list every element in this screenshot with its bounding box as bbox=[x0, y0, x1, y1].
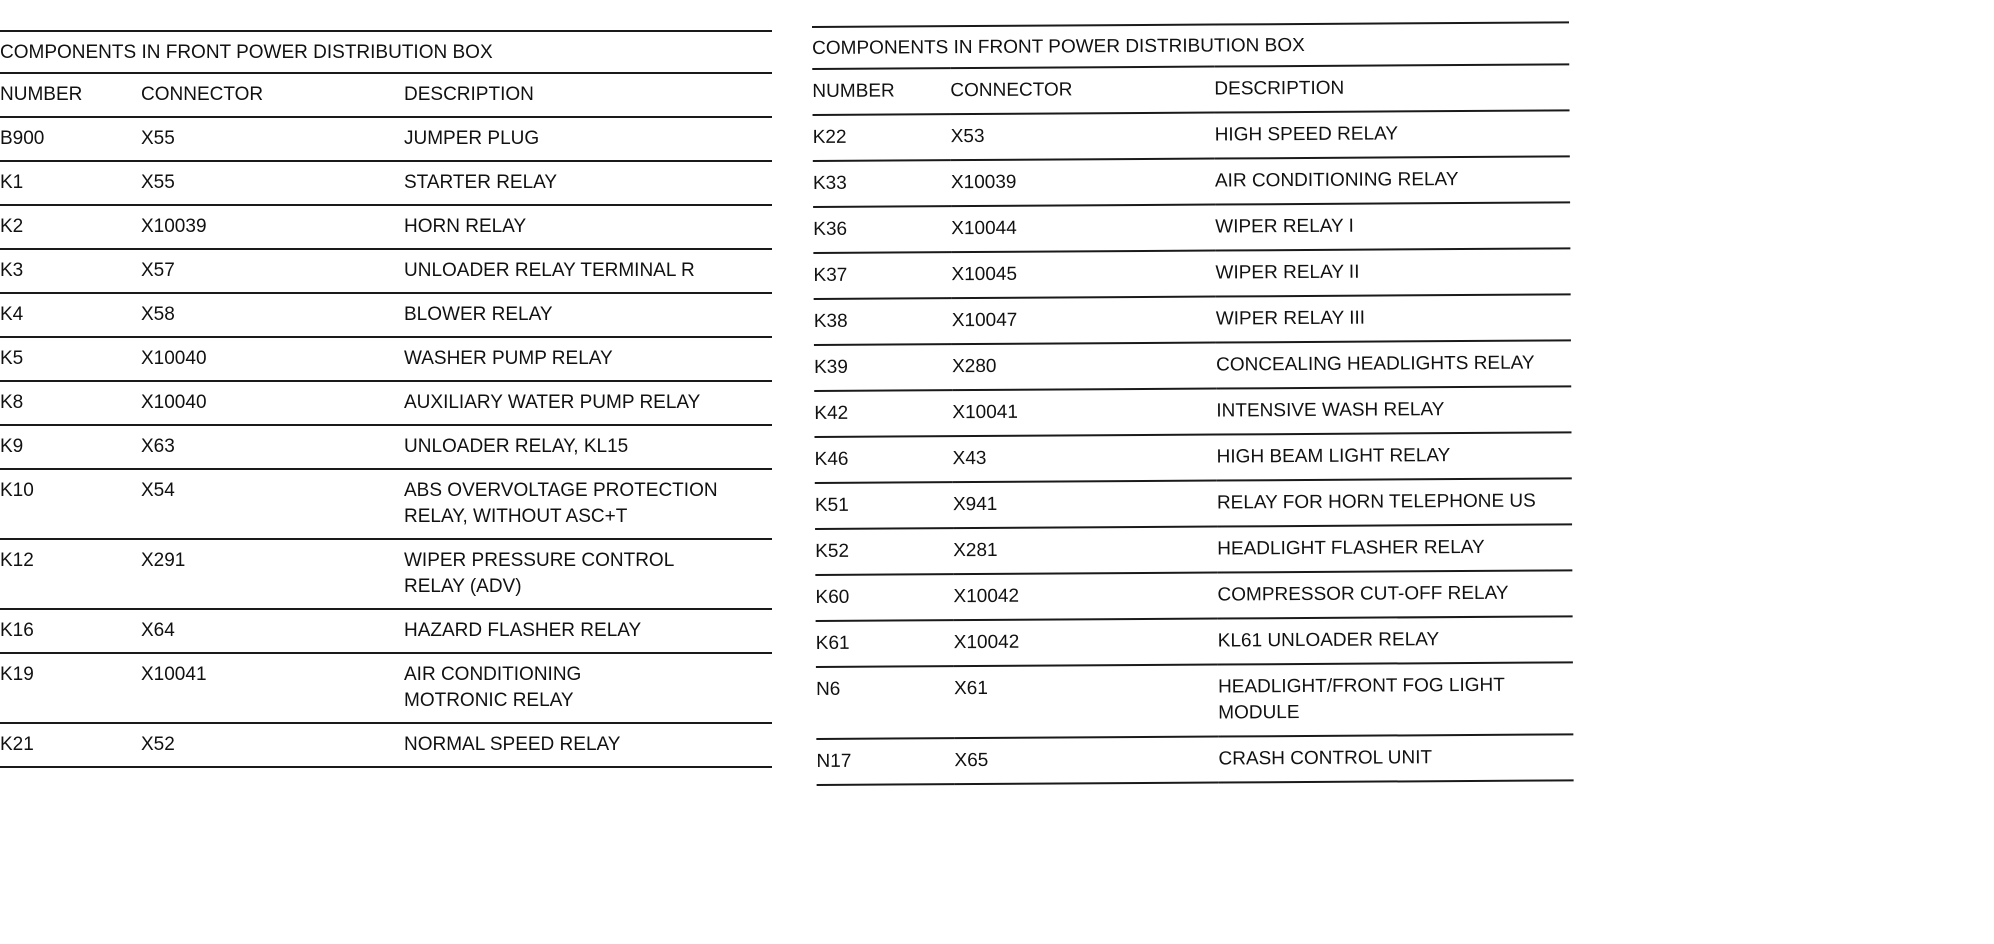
cell-description: HORN RELAY bbox=[404, 216, 527, 237]
cell-connector: X10047 bbox=[951, 309, 1018, 332]
table-row bbox=[816, 662, 1573, 739]
table-header-row bbox=[0, 73, 772, 117]
table-row bbox=[0, 425, 772, 469]
cell-number: K5 bbox=[0, 348, 24, 369]
column-header-connector: CONNECTOR bbox=[141, 84, 264, 105]
cell-number: K42 bbox=[814, 402, 849, 424]
table-row bbox=[0, 161, 772, 205]
cell-description: CRASH CONTROL UNIT bbox=[1218, 747, 1433, 770]
table-row bbox=[0, 381, 772, 425]
cell-number: K3 bbox=[0, 260, 24, 281]
table-title: COMPONENTS IN FRONT POWER DISTRIBUTION BOX bbox=[0, 42, 493, 63]
cell-description: INTENSIVE WASH RELAY bbox=[1216, 399, 1445, 422]
table-row bbox=[813, 156, 1570, 207]
table-row bbox=[816, 616, 1573, 667]
table-row bbox=[813, 110, 1570, 161]
cell-connector: X63 bbox=[141, 436, 175, 457]
table-row bbox=[0, 539, 772, 609]
cell-description: AUXILIARY WATER PUMP RELAY bbox=[404, 392, 701, 413]
cell-number: K19 bbox=[0, 664, 34, 685]
table-row bbox=[814, 294, 1571, 345]
cell-description: COMPRESSOR CUT-OFF RELAY bbox=[1217, 582, 1509, 606]
component-table-right bbox=[812, 21, 1574, 786]
cell-connector: X64 bbox=[141, 620, 175, 641]
column-header-number: NUMBER bbox=[812, 80, 895, 102]
cell-description: WASHER PUMP RELAY bbox=[404, 348, 613, 369]
cell-connector: X65 bbox=[954, 749, 989, 772]
cell-description: AIR CONDITIONING RELAY bbox=[1214, 169, 1459, 192]
cell-number: K4 bbox=[0, 304, 24, 325]
cell-description: KL61 UNLOADER RELAY bbox=[1217, 629, 1440, 652]
cell-description: UNLOADER RELAY TERMINAL R bbox=[404, 260, 695, 281]
cell-connector: X52 bbox=[141, 734, 175, 755]
table-row bbox=[0, 117, 772, 161]
cell-description: HAZARD FLASHER RELAY bbox=[404, 620, 642, 641]
cell-number: K8 bbox=[0, 392, 24, 413]
column-header-number: NUMBER bbox=[0, 84, 83, 105]
cell-description: HIGH SPEED RELAY bbox=[1214, 123, 1399, 146]
cell-description: STARTER RELAY bbox=[404, 172, 558, 193]
cell-description: HEADLIGHT/FRONT FOG LIGHT MODULE bbox=[1217, 674, 1505, 724]
cell-description: WIPER RELAY I bbox=[1215, 215, 1354, 238]
cell-number: K12 bbox=[0, 550, 34, 571]
cell-connector: X53 bbox=[950, 125, 985, 148]
table-header-row bbox=[812, 64, 1569, 115]
table-row bbox=[813, 202, 1570, 253]
cell-connector: X10042 bbox=[953, 631, 1020, 654]
left-component-table bbox=[0, 30, 772, 768]
table-row bbox=[0, 609, 772, 653]
cell-number: B900 bbox=[0, 128, 45, 149]
cell-connector: X941 bbox=[952, 493, 998, 516]
cell-number: K9 bbox=[0, 436, 24, 457]
cell-connector: X55 bbox=[141, 172, 175, 193]
cell-connector: X10045 bbox=[951, 263, 1018, 286]
component-table-left bbox=[0, 30, 772, 768]
cell-description: RELAY FOR HORN TELEPHONE US bbox=[1216, 490, 1536, 514]
cell-number: K10 bbox=[0, 480, 34, 501]
table-title-row bbox=[0, 31, 772, 73]
cell-number: K16 bbox=[0, 620, 34, 641]
table-row bbox=[0, 249, 772, 293]
cell-number: K37 bbox=[813, 264, 848, 286]
cell-connector: X61 bbox=[953, 677, 988, 700]
cell-number: N17 bbox=[816, 750, 852, 772]
cell-number: K52 bbox=[815, 540, 850, 562]
cell-connector: X57 bbox=[141, 260, 175, 281]
cell-number: K61 bbox=[815, 632, 850, 654]
cell-connector: X55 bbox=[141, 128, 175, 149]
cell-connector: X58 bbox=[141, 304, 175, 325]
cell-number: K51 bbox=[814, 494, 849, 516]
cell-number: K33 bbox=[812, 172, 847, 194]
cell-number: K22 bbox=[812, 126, 847, 148]
cell-connector: X10040 bbox=[141, 348, 207, 369]
cell-description: AIR CONDITIONING MOTRONIC RELAY bbox=[404, 664, 582, 711]
cell-number: K60 bbox=[815, 586, 850, 608]
table-row bbox=[0, 205, 772, 249]
cell-connector: X43 bbox=[952, 447, 987, 470]
table-row bbox=[0, 653, 772, 723]
right-component-table bbox=[812, 21, 1574, 786]
cell-number: N6 bbox=[815, 678, 841, 700]
cell-connector: X10041 bbox=[952, 401, 1018, 424]
cell-description: BLOWER RELAY bbox=[404, 304, 553, 325]
table-title: COMPONENTS IN FRONT POWER DISTRIBUTION BOX bbox=[812, 34, 1305, 59]
cell-description: UNLOADER RELAY, KL15 bbox=[404, 436, 629, 457]
table-row bbox=[0, 723, 772, 767]
column-header-connector: CONNECTOR bbox=[950, 79, 1073, 102]
cell-description: WIPER RELAY III bbox=[1215, 307, 1366, 330]
table-row bbox=[815, 570, 1572, 621]
table-row bbox=[815, 432, 1572, 483]
column-header-description: DESCRIPTION bbox=[1214, 77, 1345, 100]
cell-number: K46 bbox=[814, 448, 849, 470]
table-row bbox=[814, 386, 1571, 437]
table-row bbox=[0, 337, 772, 381]
cell-connector: X281 bbox=[953, 539, 998, 562]
cell-description: JUMPER PLUG bbox=[404, 128, 540, 149]
cell-description: HEADLIGHT FLASHER RELAY bbox=[1217, 536, 1485, 560]
cell-number: K39 bbox=[814, 356, 848, 378]
cell-connector: X54 bbox=[141, 480, 175, 501]
cell-number: K38 bbox=[813, 310, 848, 332]
cell-number: K2 bbox=[0, 216, 24, 237]
table-row bbox=[813, 248, 1570, 299]
cell-description: WIPER RELAY II bbox=[1215, 261, 1360, 284]
cell-connector: X10039 bbox=[950, 171, 1017, 194]
cell-connector: X280 bbox=[952, 355, 997, 378]
table-row bbox=[816, 734, 1573, 785]
cell-connector: X291 bbox=[141, 550, 186, 571]
cell-connector: X10039 bbox=[141, 216, 207, 237]
cell-number: K1 bbox=[0, 172, 24, 193]
cell-connector: X10041 bbox=[141, 664, 207, 685]
table-row bbox=[814, 340, 1571, 391]
table-row bbox=[815, 524, 1572, 575]
column-header-description: DESCRIPTION bbox=[404, 84, 534, 105]
table-row bbox=[0, 293, 772, 337]
cell-connector: X10042 bbox=[953, 585, 1020, 608]
cell-description: WIPER PRESSURE CONTROL RELAY (ADV) bbox=[404, 550, 675, 597]
cell-description: HIGH BEAM LIGHT RELAY bbox=[1216, 445, 1451, 468]
table-row bbox=[815, 478, 1572, 529]
table-title-row bbox=[812, 22, 1569, 69]
cell-connector: X10040 bbox=[141, 392, 207, 413]
cell-number: K36 bbox=[813, 218, 848, 240]
cell-number: K21 bbox=[0, 734, 34, 755]
cell-description: CONCEALING HEADLIGHTS RELAY bbox=[1216, 352, 1535, 376]
table-row bbox=[0, 469, 772, 539]
cell-connector: X10044 bbox=[951, 217, 1017, 240]
cell-description: NORMAL SPEED RELAY bbox=[404, 734, 621, 755]
cell-description: ABS OVERVOLTAGE PROTECTION RELAY, WITHOUT ASC+T bbox=[404, 480, 718, 527]
